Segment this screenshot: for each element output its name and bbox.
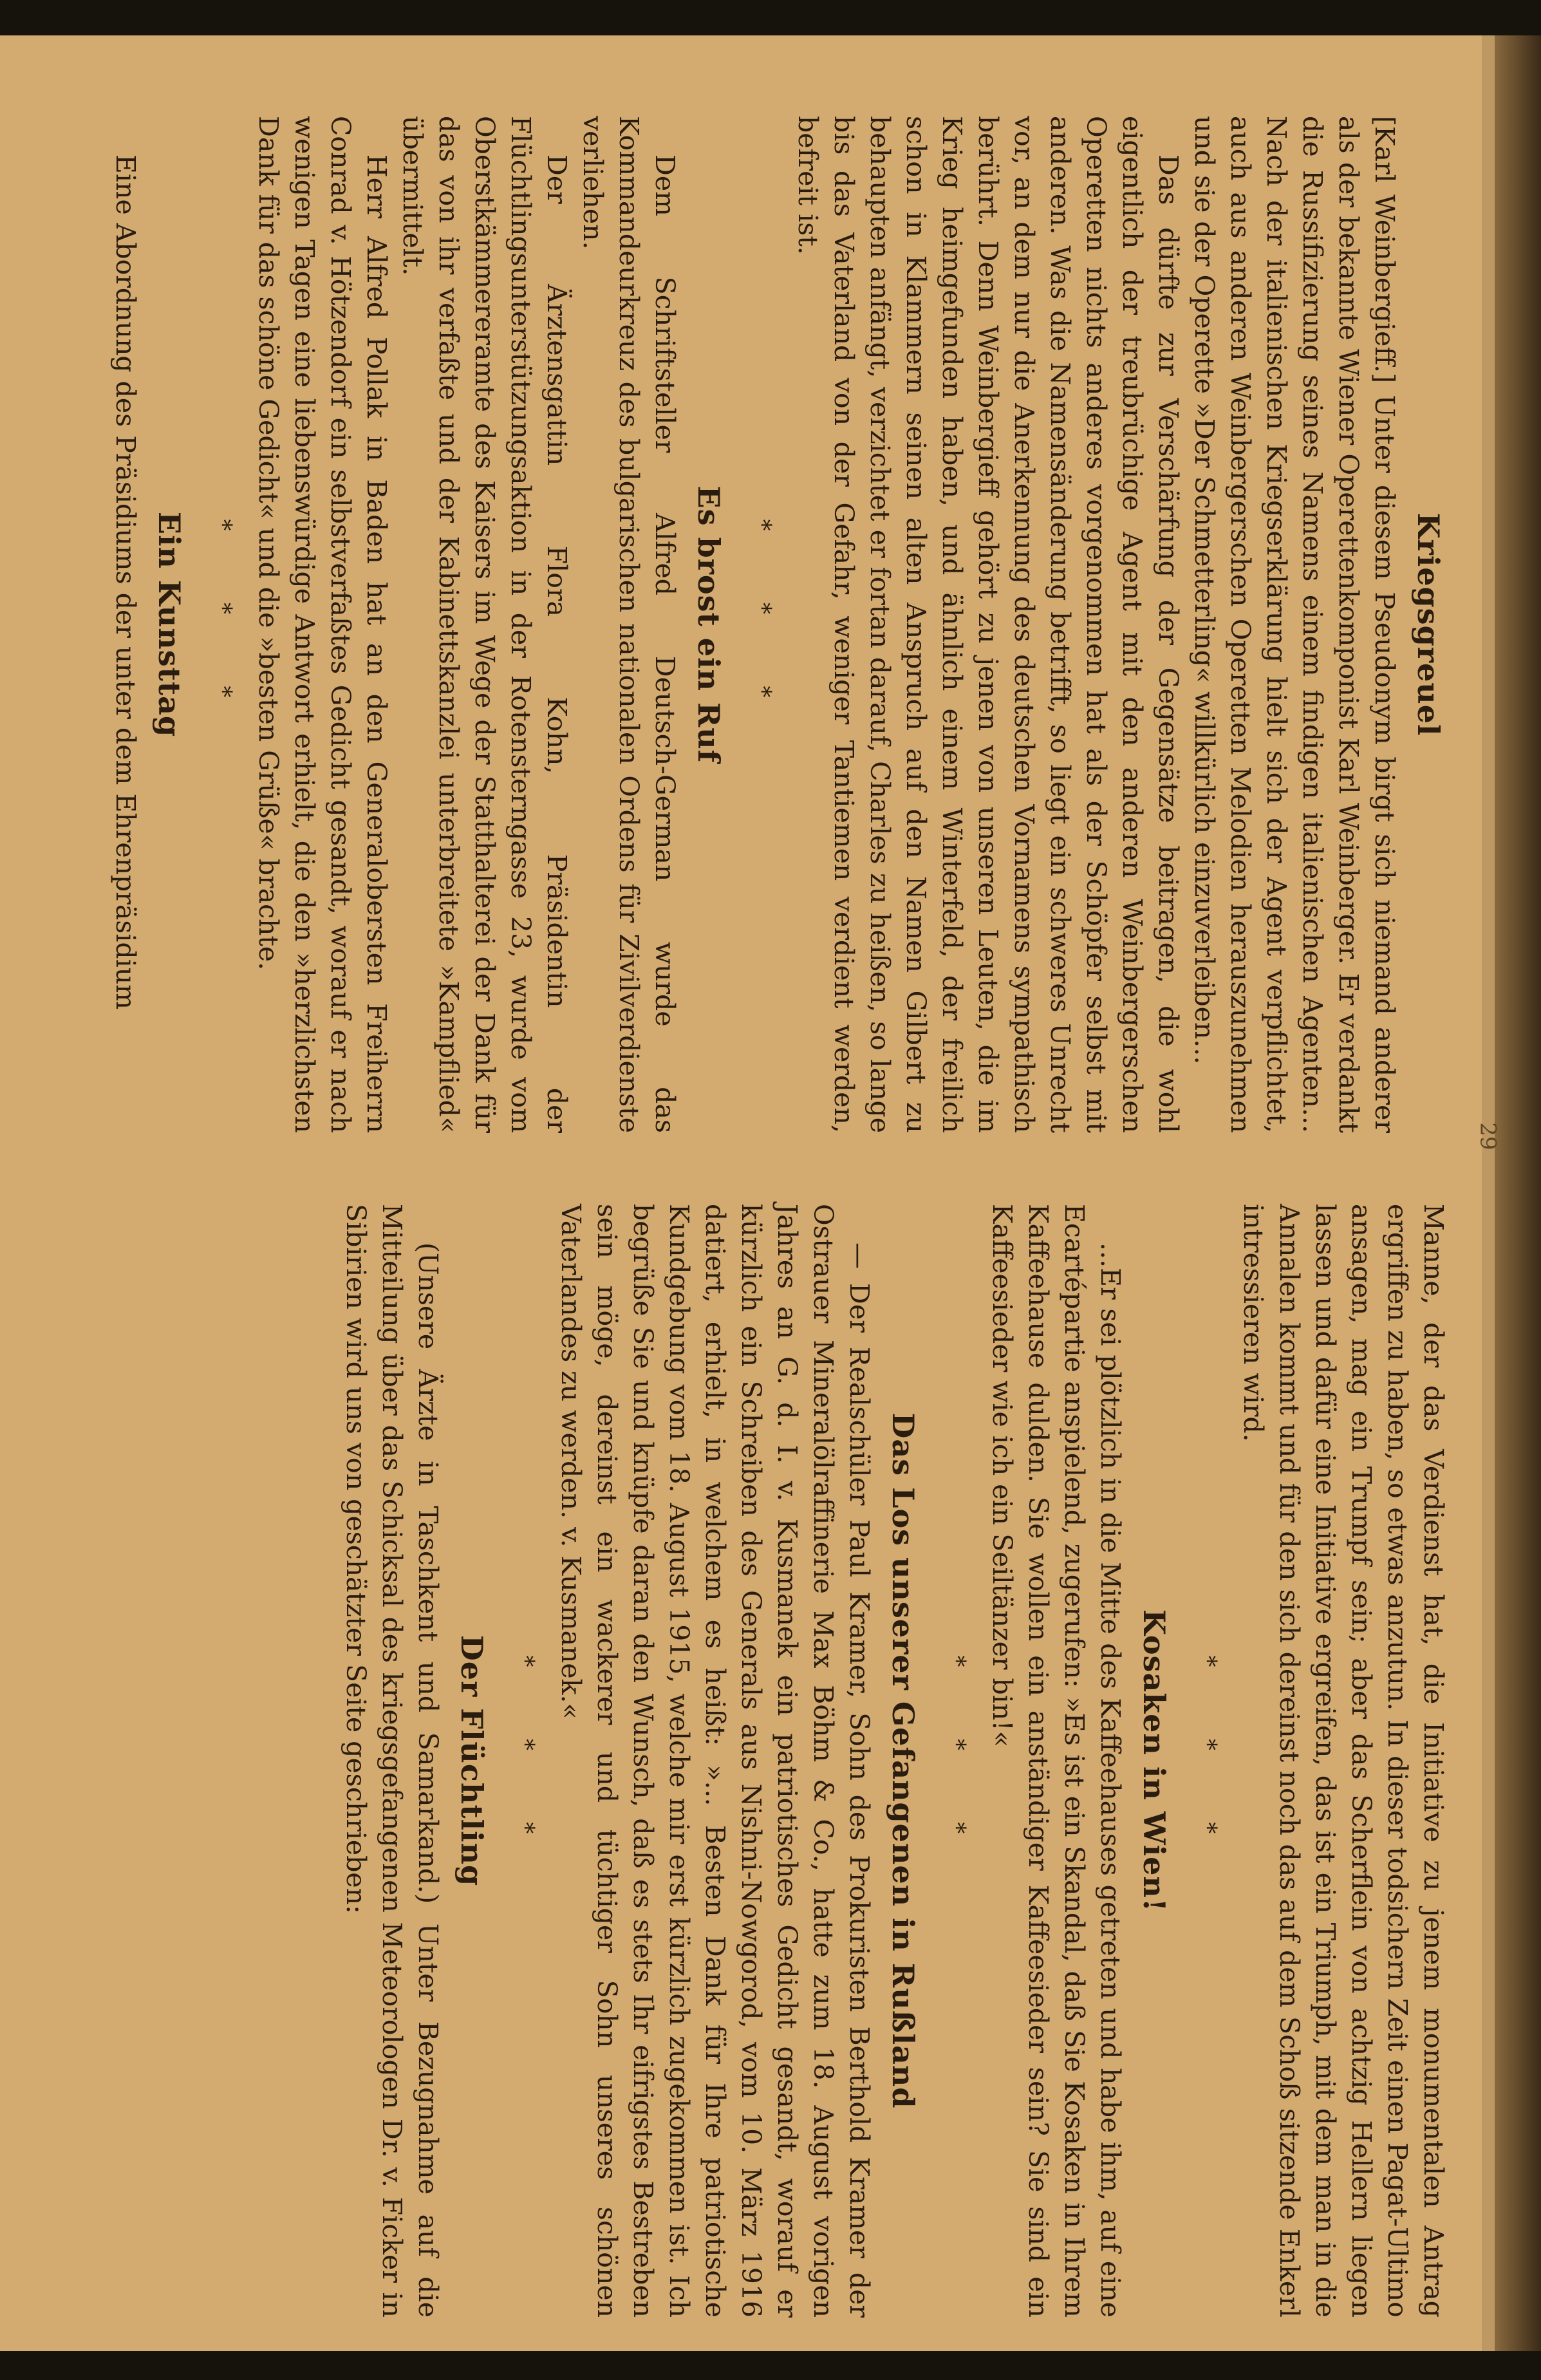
- book-spine: [1495, 35, 1541, 2351]
- paragraph: Der Ärztensgattin Flora Kohn, Präsidentin der Flüchtlingsunterstützungsaktion in der Rotensterngasse 23, wurde vom Oberstkämmereramte des Kaisers im Wege der Statthalterei der Dank für das von ihr verfaßte und der Kabinettskanzlei unterbreitete »Kampflied« übermittelt.: [397, 116, 572, 1133]
- page-gutter: [1482, 35, 1495, 2351]
- paragraph: Dem Schriftsteller Alfred Deutsch-German wurde das Kommandeurkreuz des bulgarischen nationalen Ordens für Zivilverdienste verliehen.: [577, 116, 680, 1133]
- paragraph: Das dürfte zur Verschärfung der Gegensätze beitragen, die wohl eigentlich der treubrüchige Agent mit den anderen Weinbergerschen Operetten nichts anderes vorgenommen hat als der Schöpfer selbst mit anderen. Was die Namensänderung betrifft, so liegt ein schweres Unrecht vor, an dem nur die Anerkennung des deutschen Vornamens sympathisch berührt. Denn Weinbergieff gehört zu jenen von unseren Leuten, die im Krieg heimgefunden haben, und ähnlich einem Winterfeld, der freilich schon in Klammern seinen alten Anspruch auf den Namen Gilbert zu behaupten anfängt, verzichtet er fortan darauf, Charles zu heißen, so lange bis das Vaterland von der Gefahr, weniger Tantiemen verdient werden, befreit ist.: [792, 116, 1184, 1133]
- paragraph: [Karl Weinbergieff.] Unter diesem Pseudonym birgt sich niemand anderer als der bekannte Wiener Operettenkomponist Karl Weinberger. Er verdankt die Russifizierung seines Namens einem findigen italienischen Agenten... Nach der italienischen Kriegserklärung hielt sich der Agent verpflichtet, auch aus anderen Weinbergerschen Operetten Melodien herauszunehmen und sie der Operette »Der Schmetterling« willkürlich einzuverleiben...: [1189, 116, 1400, 1133]
- heading-das-los-unserer-gefangenen: Das Los unserer Gefangenen in Rußland: [886, 1412, 920, 2109]
- heading-kriegsgreuel: Kriegsgreuel: [1411, 512, 1446, 736]
- newspaper-page: [0, 35, 1541, 2351]
- heading-ein-kunsttag: Ein Kunsttag: [152, 511, 187, 738]
- page-number: 29: [1475, 1122, 1501, 1150]
- heading-es-brost-ein-ruf: Es brost ein Ruf: [691, 485, 726, 764]
- section-divider-stars: * * *: [512, 1655, 538, 1866]
- column-right: [23, 1204, 1452, 2318]
- paragraph: (Unsere Ärzte in Taschkent und Samarkand.) Unter Bezugnahme auf die Mitteilung über das Schicksal des kriegsgefangenen Meteorologen Dr. v. Ficker in Sibirien wird uns von geschätzter Seite geschrieben:: [341, 1204, 444, 2318]
- section-divider-stars: * * *: [943, 1655, 969, 1866]
- paragraph: ...Er sei plötzlich in die Mitte des Kaffeehauses getreten und habe ihm, auf eine Ecartépartie anspielend, zugerufen: »Es ist ein Skandal, daß Sie Kosaken in Ihrem Kaffeehause dulden. Sie wollen ein anständiger Kaffeesieder sein? Sie sind ein Kaffeesieder wie ich ein Seiltänzer bin!«: [987, 1204, 1126, 2318]
- paragraph: Herr Alfred Pollak in Baden hat an den Generalobersten Freiherrn Conrad v. Hötzendorf ein selbstverfaßtes Gedicht gesandt, worauf er nach wenigen Tagen eine liebenswürdige Antwort erhielt, die den »herzlichsten Dank für das schöne Gedicht« und die »besten Grüße« brachte.: [253, 116, 392, 1133]
- section-divider-stars: * * *: [749, 519, 775, 730]
- heading-der-fluechtling: Der Flüchtling: [454, 1635, 489, 1887]
- column-left: [3, 116, 1452, 1133]
- section-divider-stars: * * *: [1194, 1655, 1220, 1866]
- paragraph: Manne, der das Verdienst hat, die Initiative zu jenem monumentalen Antrag ergriffen zu haben, so etwas anzutun. In dieser todsichern Zeit einen Pagat-Ultimo ansagen, mag ein Trumpf sein; aber das Scherflein von achtzig Hellern liegen lassen und dafür eine Initiative ergreifen, das ist ein Triumph, mit dem man in die Annalen kommt und für den sich dereinst noch das auf dem Schoß sitzende Enkerl intressieren wird.: [1238, 1204, 1449, 2318]
- paragraph: Eine Abordnung des Präsidiums der unter dem Ehrenpräsidium: [110, 155, 141, 1010]
- heading-kosaken-in-wien: Kosaken in Wien!: [1137, 1609, 1172, 1913]
- section-divider-stars: * * *: [209, 519, 236, 730]
- paragraph: — Der Realschüler Paul Kramer, Sohn des Prokuristen Berthold Kramer der Ostrauer Mineralölraffinerie Max Böhm & Co., hatte zum 18. August vorigen Jahres an G. d. I. v. Kusmanek ein patriotisches Gedicht gesandt, worauf er kürzlich ein Schreiben des Generals aus Nishni-Nowgorod, vom 10. März 1916 datiert, erhielt, in welchem es heißt: »... Besten Dank für Ihre patriotische Kundgebung vom 18. August 1915, welche mir erst kürzlich zugekommen ist. Ich begrüße Sie und knüpfe daran den Wunsch, daß es stets Ihr eifrigstes Bestreben sein möge, dereinst ein wackerer und tüchtiger Sohn unseres schönen Vaterlandes zu werden. v. Kusmanek.«: [556, 1204, 875, 2318]
